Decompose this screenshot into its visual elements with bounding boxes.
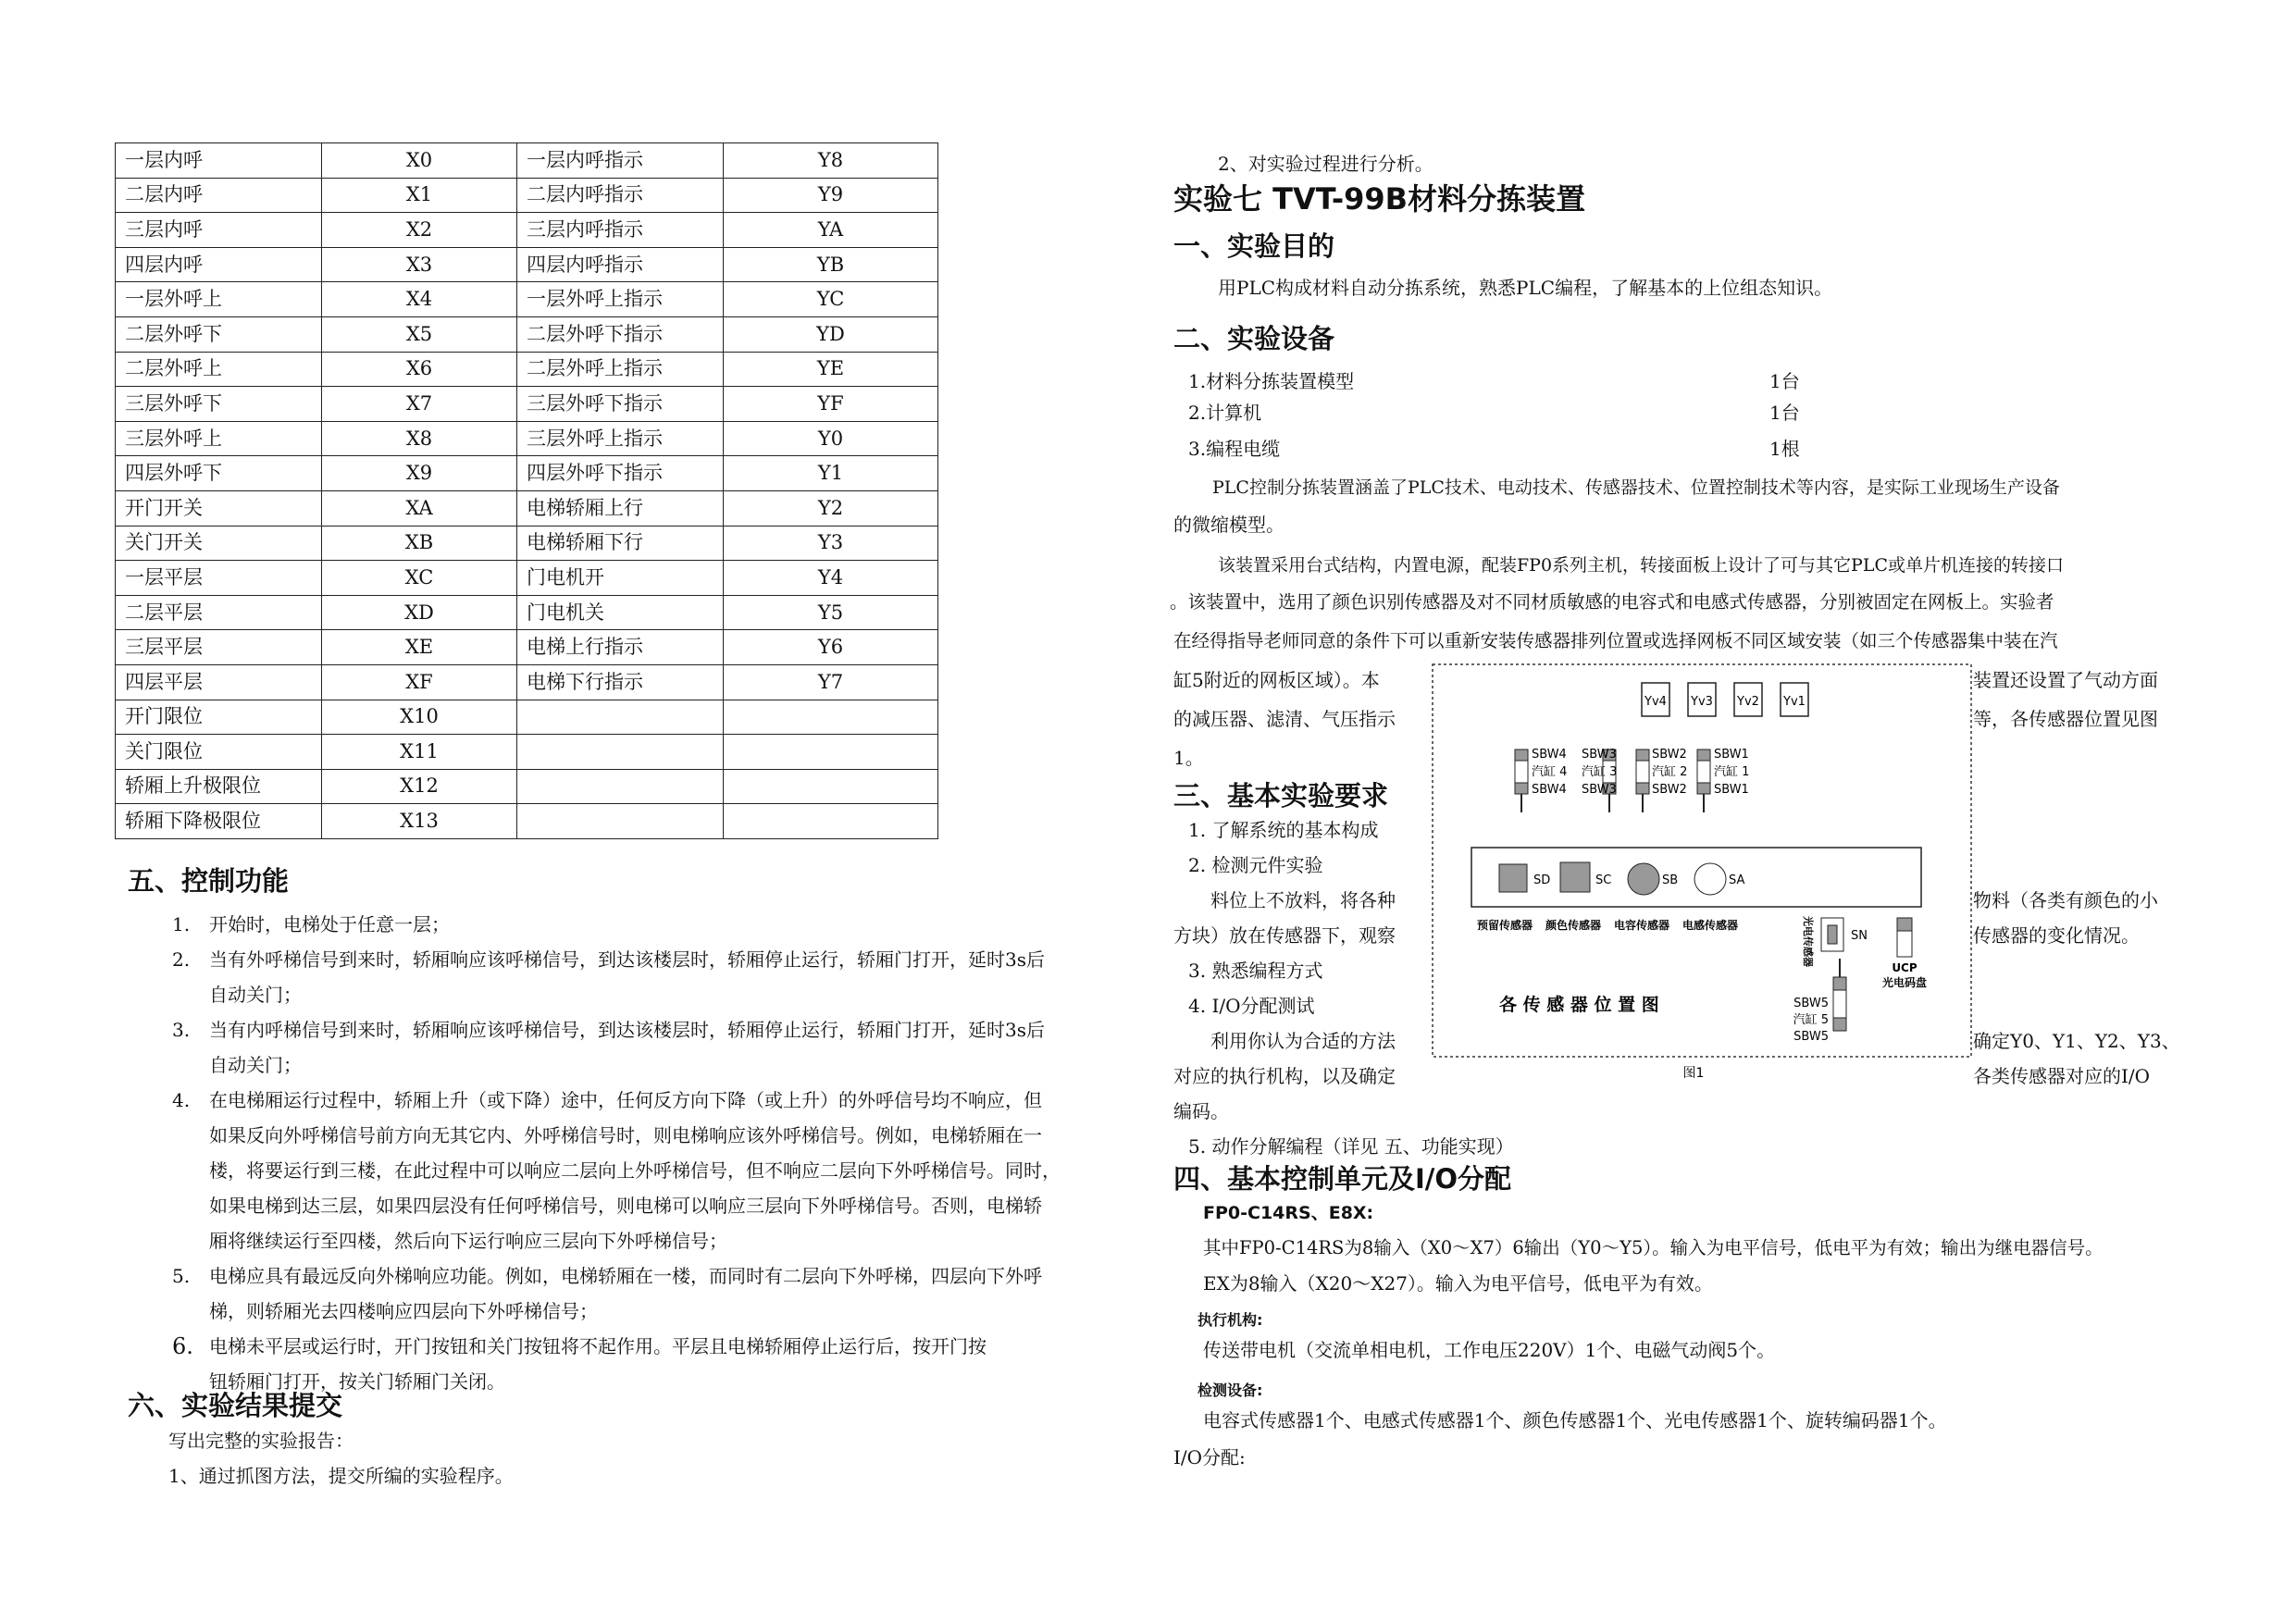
svg-text:汽缸 4: 汽缸 4: [1532, 765, 1568, 779]
table-cell: 三层内呼: [116, 213, 322, 248]
svg-text:SBW3: SBW3: [1582, 783, 1617, 797]
list-line: 梯，则轿厢光去四楼响应四层向下外呼梯信号；: [209, 1300, 598, 1322]
table-cell: [724, 700, 938, 735]
cylinder-2: [1636, 748, 1687, 812]
table-row: [116, 526, 938, 561]
req-5: 5. 动作分解编程（详见 五、功能实现）: [1188, 1135, 1514, 1158]
table-cell: XD: [322, 595, 517, 630]
table-cell: [724, 804, 938, 839]
table-row: [116, 456, 938, 491]
cylinder-5: [1793, 959, 1846, 1044]
list-line: 开始时，电梯处于任意一层；: [209, 913, 450, 935]
sensor-name-reserved: 预留传感器: [1477, 919, 1533, 932]
section-4-subtitle: FP0-C14RS、E8X:: [1203, 1203, 1374, 1223]
table-row: [116, 247, 938, 282]
list-number: 3.: [172, 1019, 191, 1041]
table-cell: X11: [322, 735, 517, 770]
table-row: [116, 421, 938, 456]
req-4-line-a-left: 利用你认为合适的方法: [1210, 1030, 1396, 1052]
list-line: 如果反向外呼梯信号前方向无其它内、外呼梯信号时，则电梯响应该外呼梯信号。例如，电梯轿厢在一: [209, 1124, 1042, 1146]
table-cell: 电梯上行指示: [517, 630, 724, 665]
svg-text:Yv3: Yv3: [1691, 695, 1713, 709]
diagram-title: 各 传 感 器 位 置 图: [1499, 995, 1659, 1015]
table-cell: Y5: [724, 595, 938, 630]
svg-text:Yv4: Yv4: [1644, 695, 1667, 709]
table-cell: Y0: [724, 421, 938, 456]
table-cell: 三层外呼上: [116, 421, 322, 456]
table-cell: X13: [322, 804, 517, 839]
svg-text:UCP: UCP: [1892, 961, 1917, 974]
svg-text:汽缸 1: 汽缸 1: [1714, 765, 1750, 779]
table-cell: 二层外呼上指示: [517, 352, 724, 387]
sensor-position-diagram: [1425, 657, 1980, 1083]
table-row: [116, 490, 938, 526]
table-row: [116, 213, 938, 248]
para-2-line-4-left: 缸5附近的网板区域）。本: [1173, 669, 1380, 691]
table-cell: 一层外呼上: [116, 282, 322, 317]
table-cell: 一层外呼上指示: [517, 282, 724, 317]
svg-text:SBW4: SBW4: [1532, 783, 1567, 797]
req-4-line-c-left: 编码。: [1173, 1100, 1229, 1122]
svg-text:SD: SD: [1533, 873, 1551, 887]
table-cell: X7: [322, 387, 517, 422]
table-cell: [517, 769, 724, 804]
table-cell: [724, 735, 938, 770]
req-1: 1. 了解系统的基本构成: [1188, 819, 1379, 841]
list-line: 当有外呼梯信号到来时，轿厢响应该呼梯信号，到达该楼层时，轿厢停止运行，轿厢门打开，延时3s后: [209, 948, 1045, 971]
table-cell: 二层平层: [116, 595, 322, 630]
equip-1-qty: 1台: [1769, 370, 1800, 392]
table-row: [116, 387, 938, 422]
para-2-line-2: 。该装置中，选用了颜色识别传感器及对不同材质敏感的电容式和电感式传感器，分别被固定在网板上。实验者: [1170, 591, 2054, 613]
table-cell: Y4: [724, 561, 938, 596]
table-cell: 关门开关: [116, 526, 322, 561]
table-cell: Y6: [724, 630, 938, 665]
table-row: [116, 804, 938, 839]
detection-text: 电容式传感器1个、电感式传感器1个、颜色传感器1个、光电传感器1个、旋转编码器1个。: [1203, 1409, 1947, 1431]
req-4-line-b-left: 对应的执行机构，以及确定: [1173, 1065, 1396, 1087]
experiment-title: 实验七 TVT-99B材料分拣装置: [1173, 181, 1586, 217]
req-4-line-a-right: 确定Y0、Y1、Y2、Y3、: [1973, 1030, 2180, 1052]
para-2-line-1: 该装置采用台式结构，内置电源，配装FP0系列主机，转接面板上设计了可与其它PLC或单片机连接的转接口: [1218, 555, 2064, 576]
list-number: 1.: [172, 913, 191, 935]
list-line: 当有内呼梯信号到来时，轿厢响应该呼梯信号，到达该楼层时，轿厢停止运行，轿厢门打开，延时3s后: [209, 1019, 1045, 1041]
table-cell: 三层外呼下指示: [517, 387, 724, 422]
table-cell: 四层平层: [116, 664, 322, 700]
table-row: [116, 352, 938, 387]
svg-text:Yv1: Yv1: [1783, 695, 1806, 709]
list-line: 钮轿厢门打开，按关门轿厢门关闭。: [209, 1370, 505, 1393]
top-line: 2、对实验过程进行分析。: [1218, 153, 1433, 175]
table-cell: X9: [322, 456, 517, 491]
figure-caption: 图1: [1682, 1066, 1705, 1081]
table-cell: 三层外呼上指示: [517, 421, 724, 456]
table-cell: XA: [322, 490, 517, 526]
cylinder-3: [1582, 748, 1617, 812]
table-cell: [517, 735, 724, 770]
para-2-line-5-left: 的减压器、滤清、气压指示: [1173, 708, 1396, 730]
table-cell: 三层内呼指示: [517, 213, 724, 248]
svg-text:SBW1: SBW1: [1714, 783, 1749, 797]
section-6-line-2: 1、通过抓图方法，提交所编的实验程序。: [168, 1465, 514, 1487]
list-line: 楼，将要运行到三楼，在此过程中可以响应二层向上外呼梯信号，但不响应二层向下外呼梯信号。同时，: [209, 1159, 1061, 1182]
table-cell: 二层外呼下: [116, 316, 322, 352]
table-cell: 四层内呼指示: [517, 247, 724, 282]
table-cell: YC: [724, 282, 938, 317]
list-line: 电梯应具有最远反向外梯响应功能。例如，电梯轿厢在一楼，而同时有二层向下外呼梯，四层向下外呼: [209, 1265, 1042, 1287]
table-cell: 三层平层: [116, 630, 322, 665]
svg-text:SBW5: SBW5: [1793, 1030, 1829, 1044]
encoder-ucp: [1882, 918, 1927, 989]
table-cell: 一层平层: [116, 561, 322, 596]
io-table: [115, 142, 938, 839]
list-number: 6.: [172, 1333, 193, 1359]
actuator-title: 执行机构:: [1198, 1311, 1263, 1329]
req-2: 2. 检测元件实验: [1188, 854, 1323, 876]
para-2-line-4-right: 装置还设置了气动方面: [1973, 669, 2158, 691]
table-cell: 四层内呼: [116, 247, 322, 282]
table-cell: XE: [322, 630, 517, 665]
photo-sensor-sn: [1802, 916, 1868, 967]
io-allocation-label: I/O分配:: [1173, 1446, 1246, 1468]
para-2-line-6-left: 1。: [1173, 747, 1204, 769]
table-cell: 电梯下行指示: [517, 664, 724, 700]
table-row: [116, 282, 938, 317]
list-line: 在电梯厢运行过程中，轿厢上升（或下降）途中，任何反方向下降（或上升）的外呼信号均不响应，但: [209, 1089, 1042, 1111]
para-2-line-5-right: 等，各传感器位置见图: [1973, 708, 2158, 730]
table-cell: Y8: [724, 143, 938, 179]
table-cell: 四层外呼下指示: [517, 456, 724, 491]
svg-text:SBW3: SBW3: [1582, 748, 1617, 762]
req-3: 3. 熟悉编程方式: [1188, 960, 1323, 982]
table-cell: X5: [322, 316, 517, 352]
req-2-line-b-right: 传感器的变化情况。: [1973, 924, 2140, 947]
table-cell: X4: [322, 282, 517, 317]
table-cell: 电梯轿厢下行: [517, 526, 724, 561]
table-cell: X0: [322, 143, 517, 179]
list-number: 5.: [172, 1265, 191, 1287]
table-cell: 一层内呼: [116, 143, 322, 179]
table-cell: Y2: [724, 490, 938, 526]
section-1-text: 用PLC构成材料自动分拣系统，熟悉PLC编程，了解基本的上位组态知识。: [1218, 277, 1833, 299]
table-cell: 门电机开: [517, 561, 724, 596]
equip-2-name: 2.计算机: [1188, 402, 1262, 424]
list-line: 厢将继续运行至四楼，然后向下运行响应三层向下外呼梯信号；: [209, 1230, 727, 1252]
table-cell: 二层内呼: [116, 178, 322, 213]
svg-text:汽缸 3: 汽缸 3: [1582, 765, 1618, 779]
table-cell: XC: [322, 561, 517, 596]
table-cell: X6: [322, 352, 517, 387]
section-4-line-2: EX为8输入（X20～X27）。输入为电平信号，低电平为有效。: [1203, 1272, 1713, 1295]
table-cell: 三层外呼下: [116, 387, 322, 422]
req-2-line-a-left: 料位上不放料，将各种: [1210, 889, 1396, 911]
svg-text:SBW4: SBW4: [1532, 748, 1567, 762]
table-row: [116, 700, 938, 735]
table-cell: Y1: [724, 456, 938, 491]
section-1-title: 一、实验目的: [1173, 230, 1335, 262]
table-cell: [724, 769, 938, 804]
table-cell: 门电机关: [517, 595, 724, 630]
table-cell: [517, 700, 724, 735]
svg-text:汽缸 5: 汽缸 5: [1793, 1013, 1829, 1027]
table-cell: XF: [322, 664, 517, 700]
list-line: 自动关门；: [209, 1054, 302, 1076]
table-row: [116, 595, 938, 630]
table-row: [116, 561, 938, 596]
table-cell: 四层外呼下: [116, 456, 322, 491]
table-cell: 开门开关: [116, 490, 322, 526]
svg-text:Yv2: Yv2: [1737, 695, 1759, 709]
table-row: [116, 178, 938, 213]
table-row: [116, 664, 938, 700]
svg-text:SBW2: SBW2: [1652, 748, 1687, 762]
table-cell: X12: [322, 769, 517, 804]
req-2-line-b-left: 方块）放在传感器下，观察: [1173, 924, 1396, 947]
table-cell: 二层外呼上: [116, 352, 322, 387]
svg-text:汽缸 2: 汽缸 2: [1652, 765, 1688, 779]
table-cell: XB: [322, 526, 517, 561]
req-4: 4. I/O分配测试: [1188, 995, 1315, 1017]
table-cell: 轿厢下降极限位: [116, 804, 322, 839]
table-cell: 关门限位: [116, 735, 322, 770]
section-4-line-1: 其中FP0-C14RS为8输入（X0～X7）6输出（Y0～Y5）。输入为电平信号，低电平为有效；输出为继电器信号。: [1203, 1237, 2104, 1258]
svg-text:SC: SC: [1595, 873, 1612, 887]
detection-title: 检测设备:: [1198, 1381, 1263, 1399]
valve-yv3: [1688, 683, 1716, 716]
section-4-title: 四、基本控制单元及I/O分配: [1173, 1163, 1512, 1195]
table-cell: X8: [322, 421, 517, 456]
table-cell: Y7: [724, 664, 938, 700]
table-cell: 二层内呼指示: [517, 178, 724, 213]
table-cell: YB: [724, 247, 938, 282]
req-4-line-b-right: 各类传感器对应的I/O: [1973, 1065, 2151, 1087]
table-cell: YD: [724, 316, 938, 352]
list-line: 自动关门；: [209, 984, 302, 1006]
table-row: [116, 769, 938, 804]
sensor-name-color: 颜色传感器: [1545, 919, 1602, 932]
table-cell: X10: [322, 700, 517, 735]
svg-text:SBW2: SBW2: [1652, 783, 1687, 797]
equip-3-name: 3.编程电缆: [1188, 438, 1281, 460]
svg-text:SN: SN: [1851, 929, 1868, 943]
equip-2-qty: 1台: [1769, 402, 1800, 424]
list-line: 如果电梯到达三层，如果四层没有任何呼梯信号，则电梯可以响应三层向下外呼梯信号。否则，电梯轿: [209, 1195, 1042, 1217]
svg-text:SA: SA: [1729, 873, 1745, 887]
table-cell: 电梯轿厢上行: [517, 490, 724, 526]
actuator-text: 传送带电机（交流单相电机，工作电压220V）1个、电磁气动阀5个。: [1203, 1339, 1776, 1361]
table-cell: Y3: [724, 526, 938, 561]
cylinder-4: [1515, 748, 1567, 812]
section-2-title: 二、实验设备: [1173, 323, 1335, 354]
list-number: 2.: [172, 948, 191, 971]
cylinder-1: [1697, 748, 1749, 812]
table-row: [116, 630, 938, 665]
svg-text:SB: SB: [1662, 873, 1679, 887]
section-6-title: 六、实验结果提交: [128, 1390, 343, 1421]
table-row: [116, 735, 938, 770]
para-1-line-2: 的微缩模型。: [1173, 514, 1285, 536]
valve-yv2: [1734, 683, 1762, 716]
equip-3-qty: 1根: [1769, 438, 1800, 460]
table-cell: X3: [322, 247, 517, 282]
section-6-line-1: 写出完整的实验报告：: [168, 1430, 354, 1452]
svg-text:光电码盘: 光电码盘: [1881, 976, 1928, 989]
valve-yv4: [1642, 683, 1669, 716]
sensor-name-inductive: 电感传感器: [1682, 919, 1739, 932]
valve-yv1: [1781, 683, 1808, 716]
table-row: [116, 143, 938, 179]
table-cell: X1: [322, 178, 517, 213]
req-2-line-a-right: 物料（各类有颜色的小: [1973, 889, 2158, 911]
table-cell: 轿厢上升极限位: [116, 769, 322, 804]
table-cell: [517, 804, 724, 839]
table-cell: 开门限位: [116, 700, 322, 735]
table-cell: Y9: [724, 178, 938, 213]
table-cell: YA: [724, 213, 938, 248]
section-5-title: 五、控制功能: [128, 865, 290, 897]
table-cell: YF: [724, 387, 938, 422]
table-cell: X2: [322, 213, 517, 248]
para-2-line-3: 在经得指导老师同意的条件下可以重新安装传感器排列位置或选择网板不同区域安装（如三个传感器集中装在汽: [1173, 630, 2058, 651]
svg-text:SBW5: SBW5: [1793, 997, 1829, 1010]
equip-1-name: 1.材料分拣装置模型: [1188, 370, 1355, 392]
svg-text:光电传感器: 光电传感器: [1802, 916, 1814, 967]
table-cell: 二层外呼下指示: [517, 316, 724, 352]
table-cell: YE: [724, 352, 938, 387]
svg-text:SBW1: SBW1: [1714, 748, 1749, 762]
table-cell: 一层内呼指示: [517, 143, 724, 179]
section-3-title: 三、基本实验要求: [1173, 780, 1389, 812]
list-number: 4.: [172, 1089, 191, 1111]
table-row: [116, 316, 938, 352]
para-1-line-1: PLC控制分拣装置涵盖了PLC技术、电动技术、传感器技术、位置控制技术等内容，是实际工业现场生产设备: [1212, 477, 2060, 498]
sensor-name-capacitive: 电容传感器: [1614, 919, 1670, 932]
list-line: 电梯未平层或运行时，开门按钮和关门按钮将不起作用。平层且电梯轿厢停止运行后，按开门按: [209, 1335, 987, 1357]
